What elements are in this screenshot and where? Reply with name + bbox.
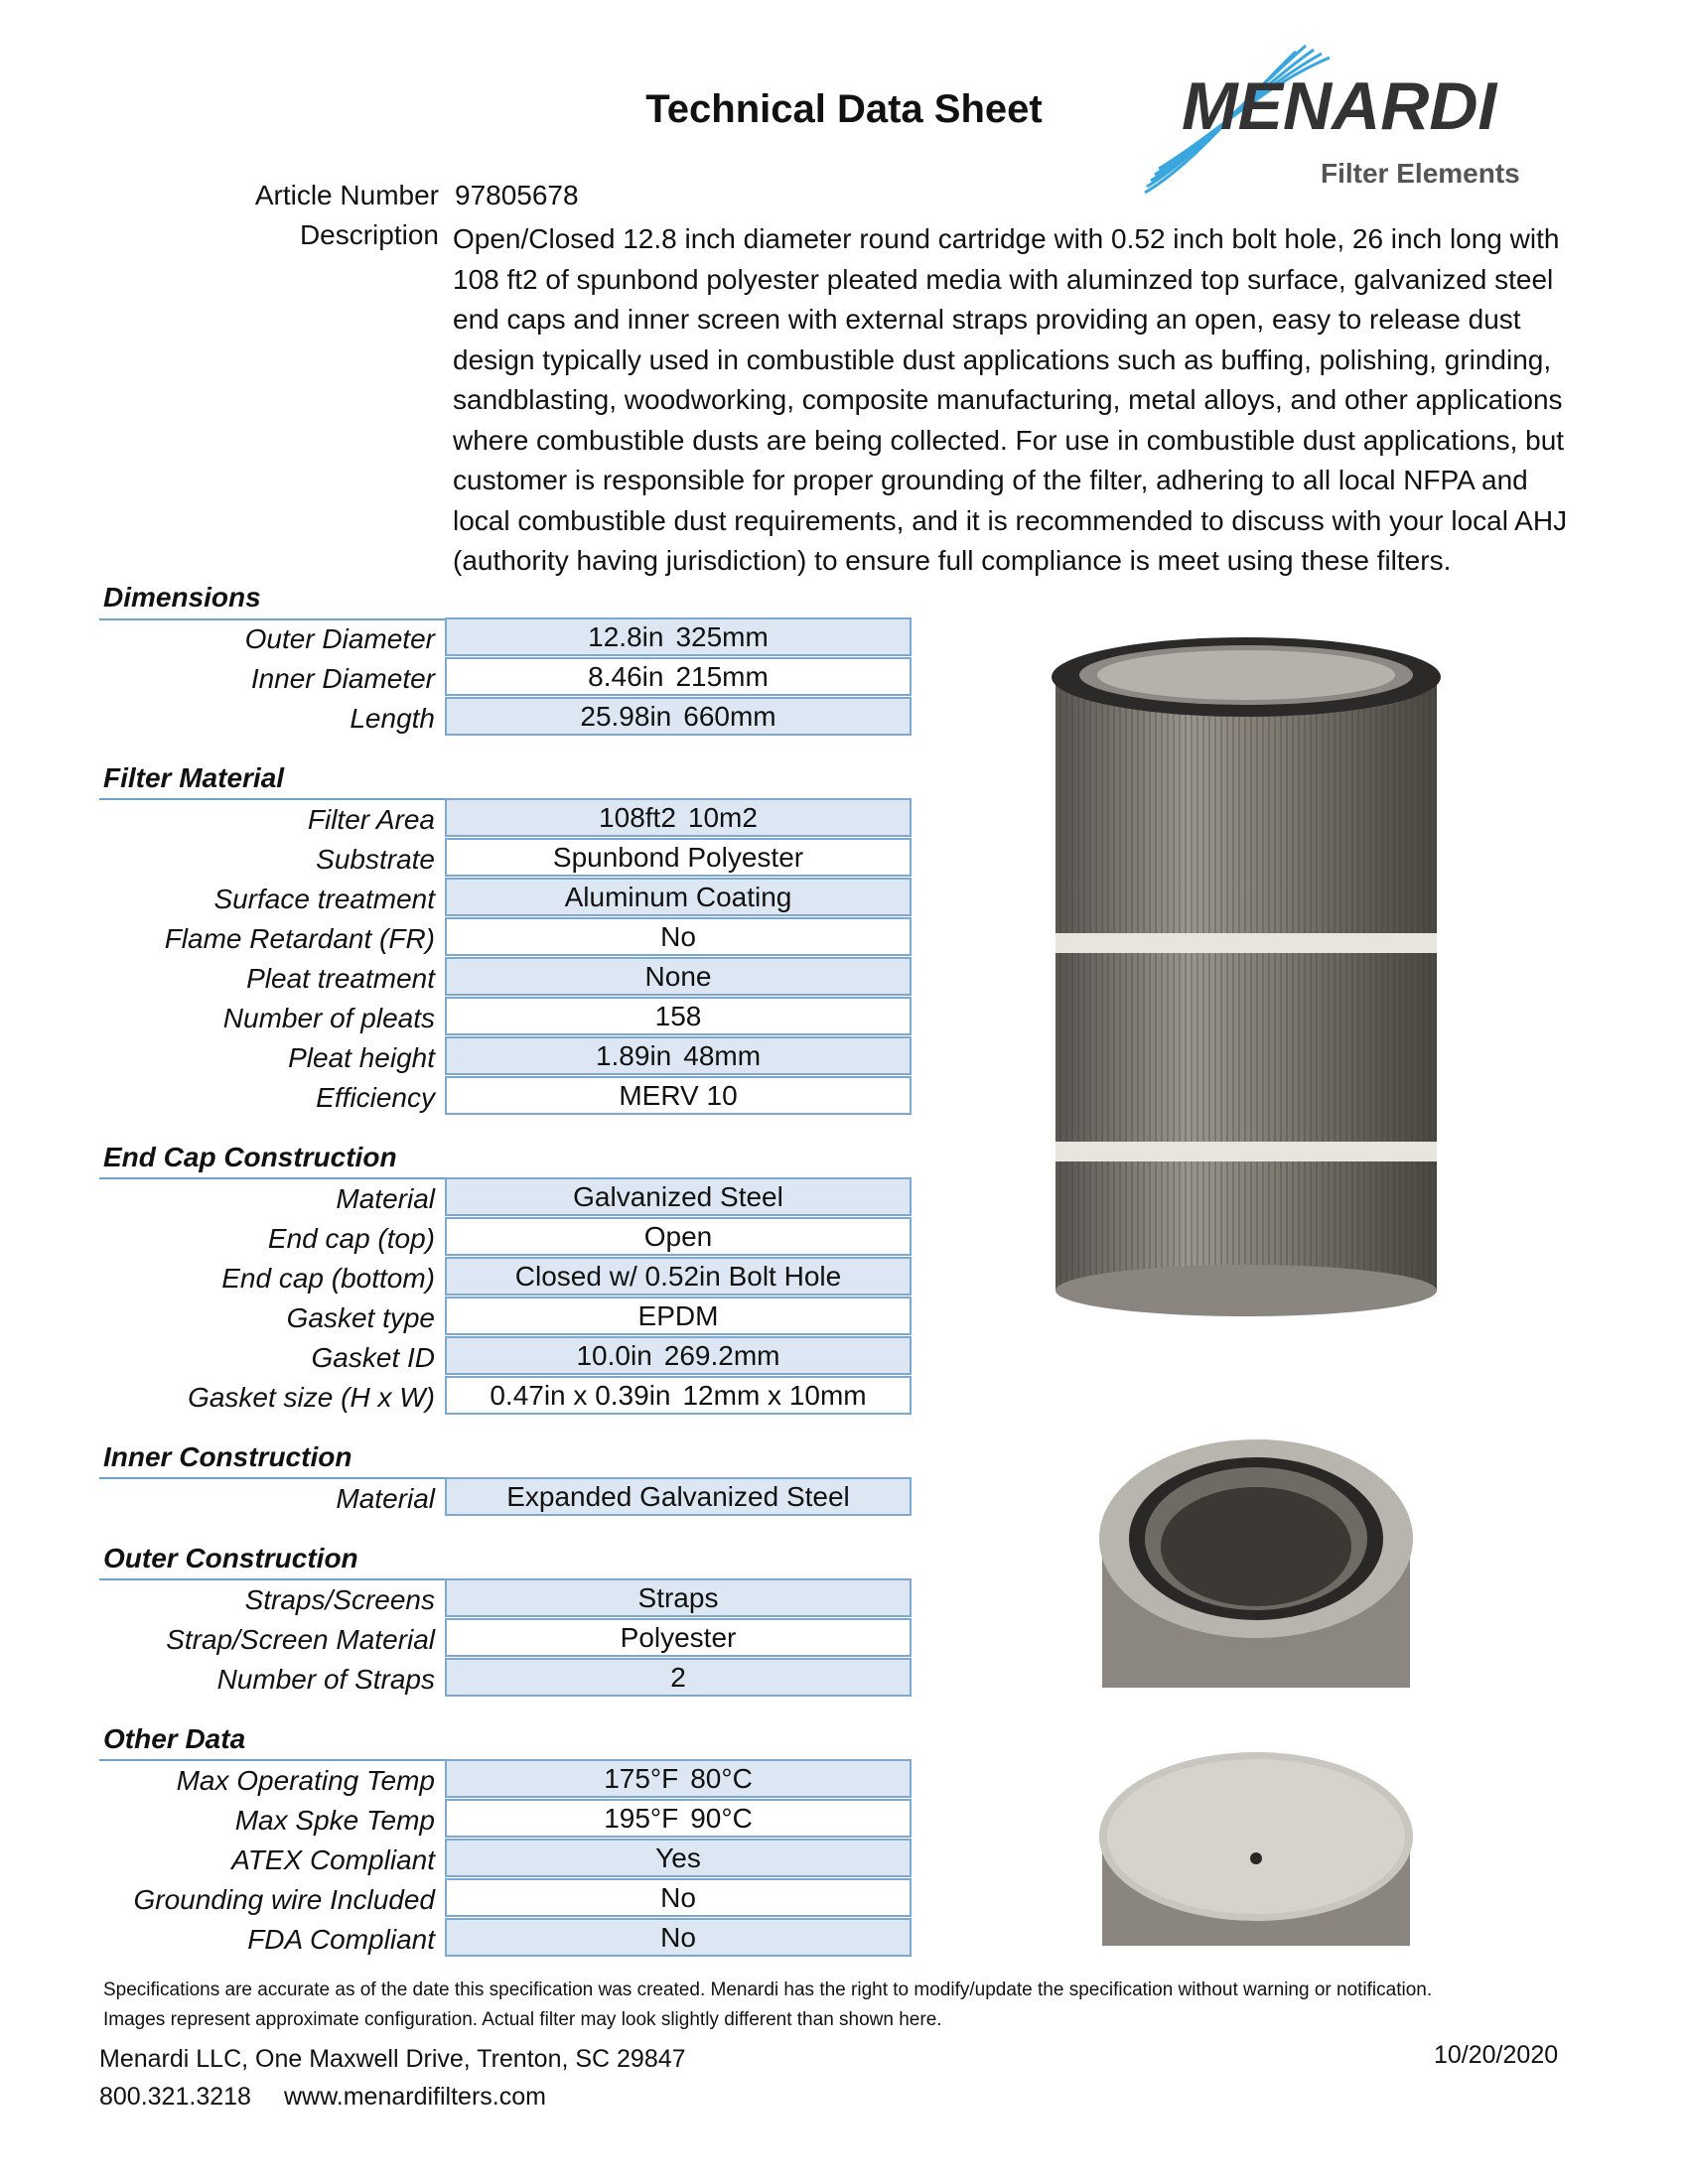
row-label: End cap (bottom) [221, 1263, 435, 1294]
section-divider [99, 1477, 445, 1479]
value-cell: 158 [445, 997, 912, 1035]
row-label: Filter Area [307, 804, 435, 835]
section-outer-title: Outer Construction [103, 1543, 358, 1573]
article-number-label: Article Number [254, 180, 439, 210]
value-cell: Expanded Galvanized Steel [445, 1477, 912, 1516]
value-cell: Yes [445, 1839, 912, 1877]
value-cell: Aluminum Coating [445, 878, 912, 916]
row-label: FDA Compliant [247, 1924, 435, 1955]
row-label: Max Spke Temp [234, 1805, 435, 1836]
section-filter-material-title: Filter Material [103, 762, 285, 793]
row-label: Substrate [316, 844, 435, 875]
value-cell: Open [445, 1217, 912, 1256]
row-label: Straps/Screens [244, 1584, 435, 1615]
value-cell: 108ft2 10m2 [445, 798, 912, 837]
row-label: Outer Diameter [244, 623, 435, 654]
section-dimensions-title: Dimensions [103, 582, 261, 613]
row-label: Surface treatment [213, 884, 435, 914]
value-cell: None [445, 957, 912, 996]
row-label: Material [336, 1483, 435, 1514]
filter-top-view-image [1092, 1430, 1420, 1688]
value-cell: 12.8in 325mm [445, 617, 912, 656]
section-divider [99, 618, 445, 620]
menardi-logo [1137, 38, 1574, 197]
value-cell: Spunbond Polyester [445, 838, 912, 877]
row-label: Gasket type [286, 1302, 435, 1333]
value-cell: 175°F 80°C [445, 1759, 912, 1798]
row-label: Length [350, 703, 435, 734]
website-link[interactable]: www.menardifilters.com [284, 2083, 546, 2111]
page-title: Technical Data Sheet [645, 87, 1043, 131]
value-cell: No [445, 1918, 912, 1957]
logo-subtitle: Filter Elements [1321, 158, 1520, 189]
value-cell: 25.98in 660mm [445, 697, 912, 736]
disclaimer-line-1: Specifications are accurate as of the date this specification was created. Menardi has the right to modify/update the specification without warning or notification. [103, 1979, 1433, 2000]
value-cell: EPDM [445, 1297, 912, 1335]
section-inner-title: Inner Construction [103, 1441, 352, 1472]
document-date: 10/20/2020 [1434, 2041, 1559, 2069]
row-label: Gasket ID [311, 1342, 435, 1373]
disclaimer-line-2: Images represent approximate configuration. Actual filter may look slightly different than shown here. [103, 2009, 942, 2030]
filter-cartridge-image [1048, 635, 1445, 1330]
value-cell: 10.0in 269.2mm [445, 1336, 912, 1375]
row-label: ATEX Compliant [231, 1844, 435, 1875]
section-divider [99, 1759, 445, 1761]
section-divider [99, 1578, 445, 1580]
section-divider [99, 1177, 445, 1179]
value-cell: No [445, 1878, 912, 1917]
row-label: Strap/Screen Material [166, 1624, 435, 1655]
value-cell: Polyester [445, 1618, 912, 1657]
row-label: Gasket size (H x W) [188, 1382, 435, 1413]
row-label: Max Operating Temp [176, 1765, 435, 1796]
section-end-cap-title: End Cap Construction [103, 1142, 397, 1172]
value-cell: MERV 10 [445, 1076, 912, 1115]
value-cell: Closed w/ 0.52in Bolt Hole [445, 1257, 912, 1296]
section-other-title: Other Data [103, 1723, 246, 1754]
row-label: Pleat treatment [246, 963, 435, 994]
description-text: Open/Closed 12.8 inch diameter round cartridge with 0.52 inch bolt hole, 26 inch long with 108 ft2 of spunbond polyester pleated media with aluminzed top surface, galvanized steel end caps and inner screen with external straps providing an open, easy to release dust design typically used in combustible dust applications such as buffing, polishing, grinding, sandblasting, woodworking, composite manufacturing, metal alloys, and other applications where combustible dusts are being collected. For use in combustible dust applications, but customer is responsible for proper grounding of the filter, adhering to all local NFPA and local combustible dust requirements, and it is recommended to discuss with your local AHJ (authority having jurisdiction) to ensure full compliance is meet using these filters. [453, 223, 1568, 576]
row-label: Inner Diameter [250, 663, 435, 694]
row-label: End cap (top) [267, 1223, 435, 1254]
value-cell: 195°F 90°C [445, 1799, 912, 1838]
row-label: Pleat height [288, 1042, 435, 1073]
value-cell: 8.46in 215mm [445, 657, 912, 696]
row-label: Efficiency [316, 1082, 435, 1113]
value-cell: 1.89in 48mm [445, 1036, 912, 1075]
row-label: Material [336, 1183, 435, 1214]
row-label: Number of Straps [216, 1664, 435, 1695]
value-cell: No [445, 917, 912, 956]
value-cell: 0.47in x 0.39in 12mm x 10mm [445, 1376, 912, 1415]
description-label: Description [299, 219, 439, 250]
value-cell: Galvanized Steel [445, 1177, 912, 1216]
company-address: Menardi LLC, One Maxwell Drive, Trenton, SC 29847 [99, 2045, 686, 2073]
phone-number: 800.321.3218 [99, 2083, 251, 2111]
row-label: Grounding wire Included [133, 1884, 435, 1915]
article-number-value: 97805678 [455, 180, 579, 210]
row-label: Number of pleats [222, 1003, 435, 1033]
logo-brand: MENARDI [1182, 68, 1497, 144]
value-cell: 2 [445, 1658, 912, 1697]
section-divider [99, 798, 445, 800]
row-label: Flame Retardant (FR) [164, 923, 435, 954]
value-cell: Straps [445, 1578, 912, 1617]
filter-bottom-cap-image [1092, 1747, 1420, 1946]
